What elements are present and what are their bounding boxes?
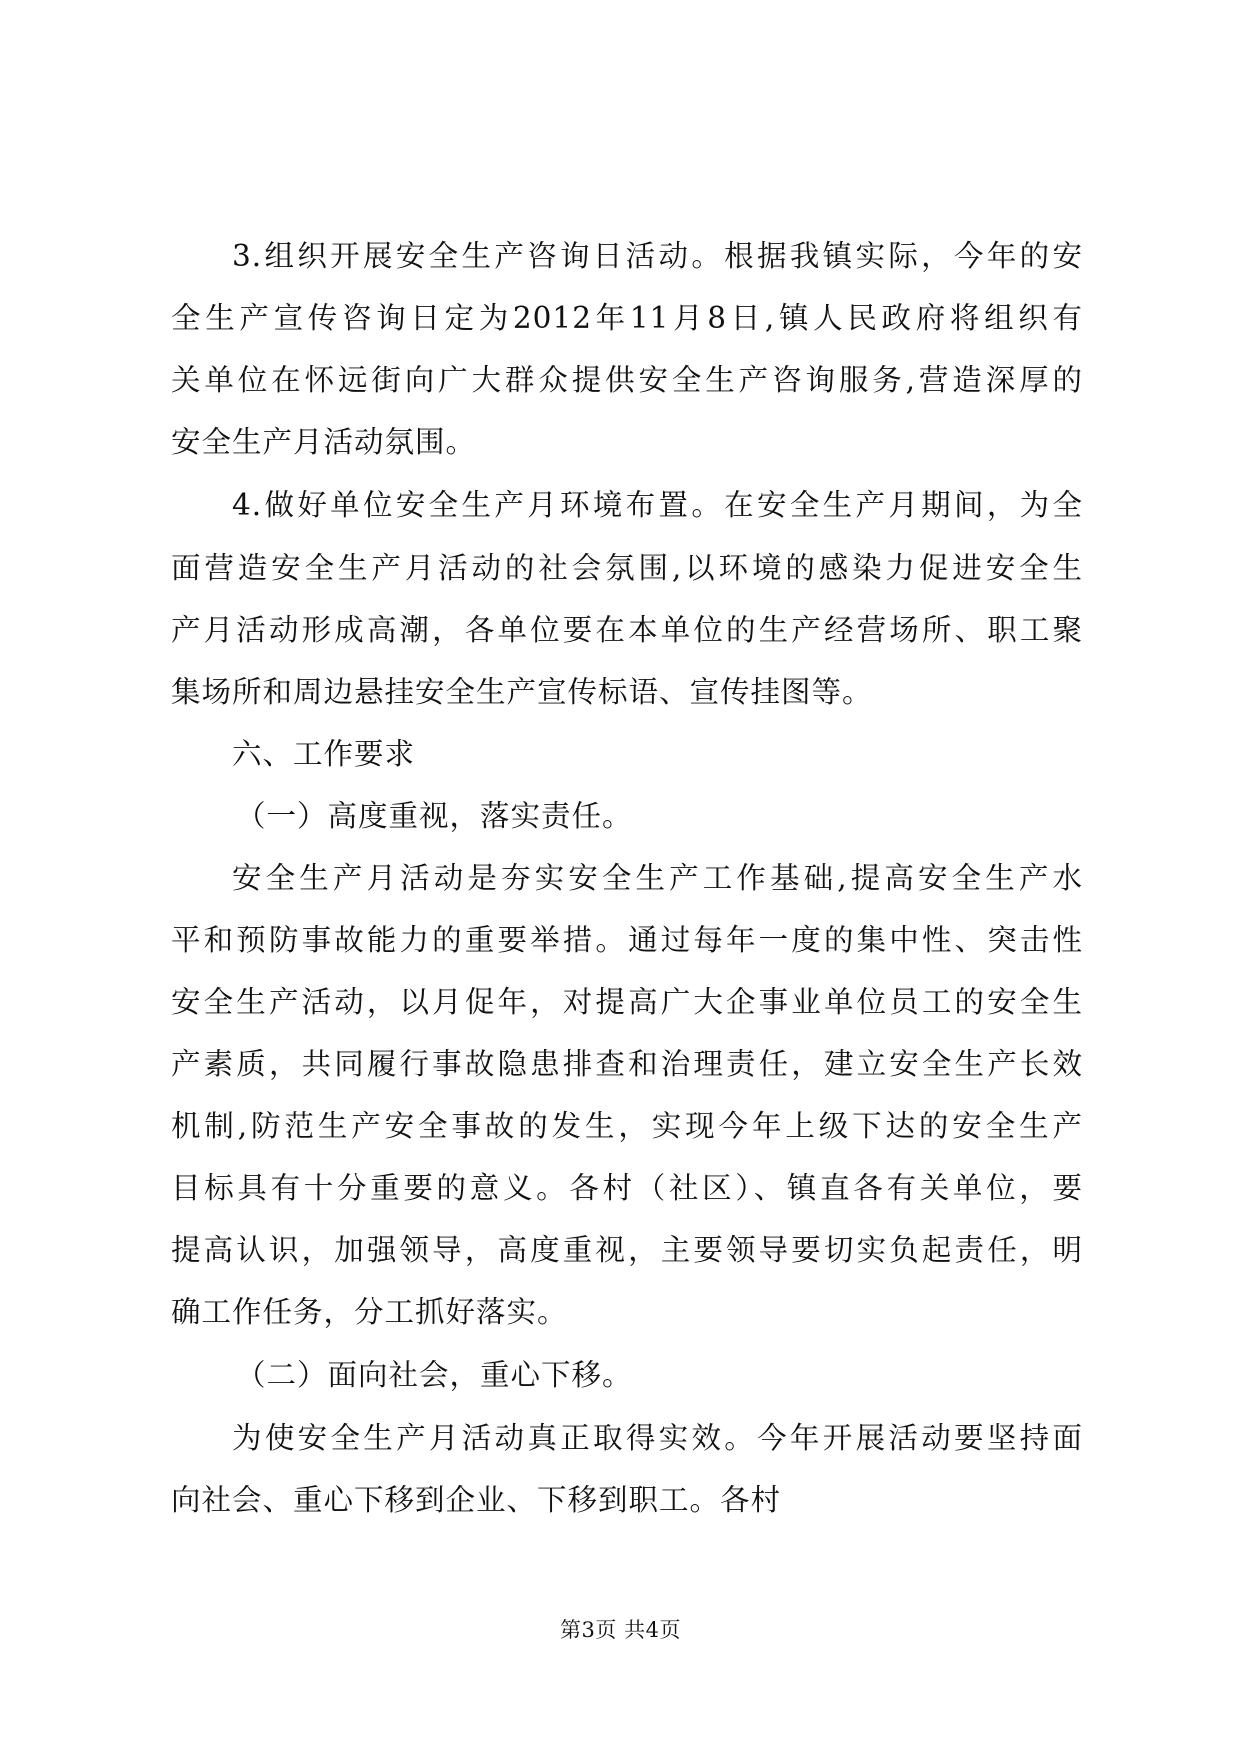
paragraph-4-line-2: 面营造安全生产月活动的社会氛围,以环境的感染力促进安全生: [171, 551, 1083, 585]
paragraph-6-line-1: 为使安全生产月活动真正取得实效。今年开展活动要坚持面: [232, 1421, 1083, 1455]
paragraph-4-line-3: 产月活动形成高潮，各单位要在本单位的生产经营场所、职工聚: [171, 613, 1083, 647]
paragraph-5-line-2: 平和预防事故能力的重要举措。通过每年一度的集中性、突击性: [171, 923, 1083, 957]
paragraph-4-line-4: 集场所和周边悬挂安全生产宣传标语、宣传挂图等。: [171, 675, 873, 709]
paragraph-5-line-4: 产素质，共同履行事故隐患排查和治理责任，建立安全生产长效: [171, 1047, 1083, 1081]
paragraph-5-line-7: 提高认识，加强领导，高度重视，主要领导要切实负起责任，明: [171, 1233, 1083, 1267]
paragraph-5-line-5: 机制,防范生产安全事故的发生，实现今年上级下达的安全生产: [171, 1109, 1083, 1143]
subheading-1: （一）高度重视，落实责任。: [236, 799, 633, 833]
paragraph-3-line-2: 全生产宣传咨询日定为2012年11月8日,镇人民政府将组织有: [171, 301, 1083, 335]
subheading-2: （二）面向社会，重心下移。: [236, 1358, 633, 1392]
page-footer: 第3页 共4页: [560, 1618, 681, 1642]
paragraph-5-line-6: 目标具有十分重要的意义。各村（社区）、镇直各有关单位，要: [171, 1171, 1083, 1205]
paragraph-5-line-8: 确工作任务，分工抓好落实。: [171, 1295, 568, 1329]
section-heading-work-requirements: 六、工作要求: [232, 737, 416, 771]
paragraph-6-line-2: 向社会、重心下移到企业、下移到职工。各村: [171, 1483, 782, 1517]
paragraph-4-line-1: 4.做好单位安全生产月环境布置。在安全生产月期间，为全: [232, 488, 1083, 522]
paragraph-3-line-3: 关单位在怀远街向广大群众提供安全生产咨询服务,营造深厚的: [171, 363, 1083, 397]
paragraph-5-line-3: 安全生产活动，以月促年，对提高广大企事业单位员工的安全生: [171, 985, 1083, 1019]
paragraph-3-line-4: 安全生产月活动氛围。: [171, 425, 477, 459]
paragraph-5-line-1: 安全生产月活动是夯实安全生产工作基础,提高安全生产水: [232, 861, 1083, 895]
paragraph-3-line-1: 3.组织开展安全生产咨询日活动。根据我镇实际，今年的安: [232, 239, 1083, 273]
